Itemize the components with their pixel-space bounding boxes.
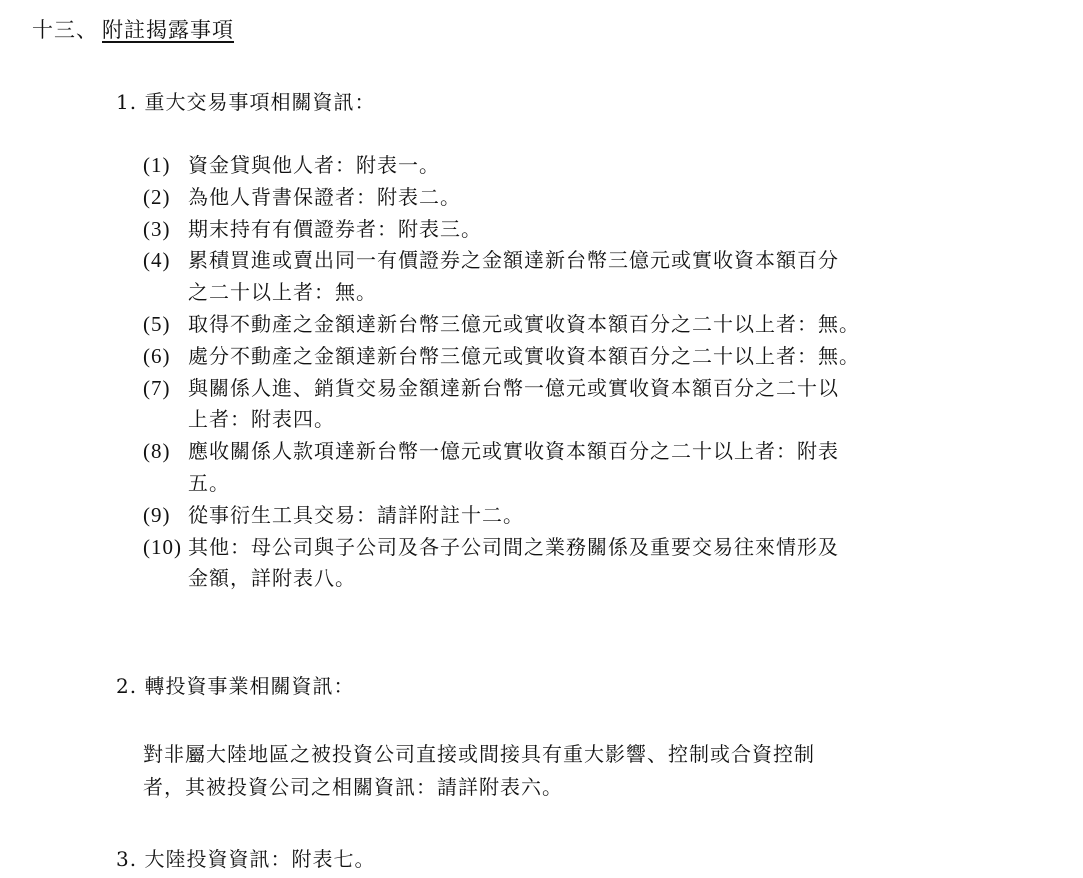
- item-number: (1): [143, 153, 171, 177]
- item-text: 應收關係人款項達新台幣一億元或實收資本額百分之二十以上者：附表 五。: [188, 439, 839, 495]
- item-text: 期末持有有價證券者：附表三。: [188, 216, 482, 241]
- item-text: 資金貸與他人者：附表一。: [188, 153, 440, 177]
- item-text: 累積買進或賣出同一有價證券之金額達新台幣三億元或實收資本額百分 之二十以上者：無。: [188, 248, 839, 305]
- section-1-item-list: [143, 150, 1043, 595]
- list-item: [143, 245, 1043, 309]
- item-text: 其他：母公司與子公司及各子公司間之業務關係及重要交易往來情形及 金額，詳附表八。: [188, 534, 839, 591]
- section-2-paragraph: 對非屬大陸地區之被投資公司直接或間接具有重大影響、控制或合資控制 者，其被投資公司之相關資訊：請詳附表六。: [143, 742, 815, 799]
- item-number: (10): [143, 534, 182, 559]
- list-item: [143, 341, 1043, 373]
- list-item: [143, 500, 1043, 532]
- section-heading: [32, 14, 234, 46]
- item-text: 取得不動產之金額達新台幣三億元或實收資本額百分之二十以上者：無。: [188, 311, 860, 336]
- list-item: [143, 309, 1043, 341]
- list-item: [143, 436, 1043, 500]
- heading-title: 附註揭露事項: [102, 18, 234, 42]
- item-number: (7): [143, 375, 171, 400]
- item-number: (3): [143, 216, 171, 241]
- section-2-title: 2. 轉投資事業相關資訊：: [116, 674, 355, 698]
- list-item: [143, 214, 1043, 246]
- item-number: (5): [143, 311, 171, 336]
- item-number: (4): [143, 248, 171, 273]
- item-number: (8): [143, 439, 171, 464]
- section-3-title: 3. 大陸投資資訊：附表七。: [116, 847, 376, 871]
- item-number: (9): [143, 502, 171, 527]
- list-item: [143, 373, 1043, 437]
- heading-number: 十三、: [32, 18, 98, 42]
- item-text: 從事衍生工具交易：請詳附註十二。: [188, 502, 524, 527]
- list-item: [143, 182, 1043, 214]
- list-item: [143, 150, 1043, 182]
- item-text: 為他人背書保證者：附表二。: [188, 184, 461, 209]
- item-text: 處分不動產之金額達新台幣三億元或實收資本額百分之二十以上者：無。: [188, 343, 860, 368]
- item-number: (6): [143, 343, 171, 368]
- section-1-title: 1. 重大交易事項相關資訊：: [116, 90, 376, 114]
- item-text: 與關係人進、銷貨交易金額達新台幣一億元或實收資本額百分之二十以 上者：附表四。: [188, 375, 839, 432]
- item-number: (2): [143, 184, 171, 209]
- list-item: [143, 532, 1043, 596]
